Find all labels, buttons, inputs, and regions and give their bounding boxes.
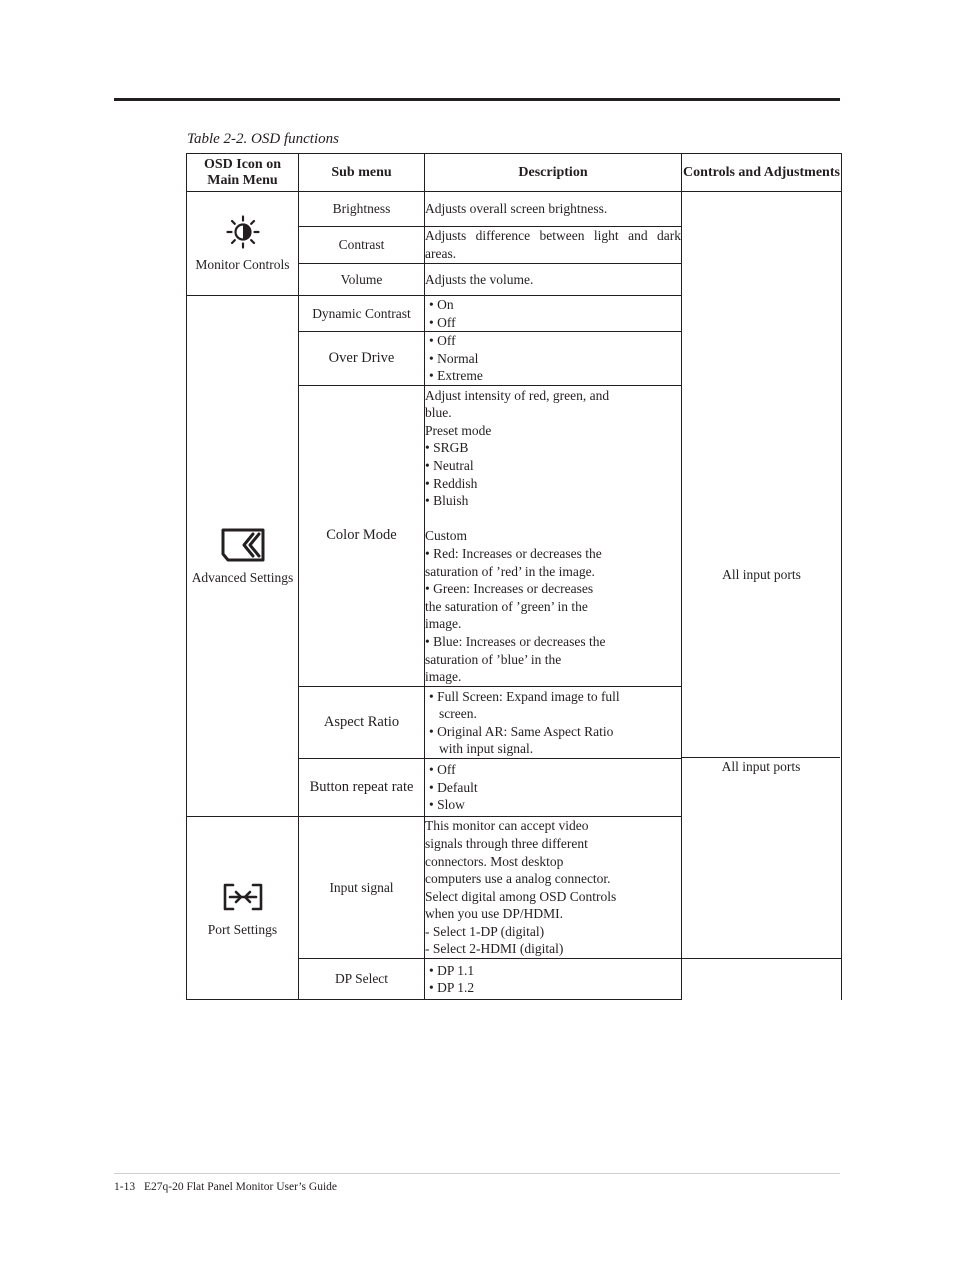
- monitor-controls-cell: [187, 192, 299, 296]
- option-item: • Default: [429, 779, 478, 795]
- desc-line: Adjust intensity of red, green, and: [425, 387, 610, 403]
- option-item: • Off: [429, 762, 456, 778]
- desc-button-repeat-rate: [425, 759, 682, 817]
- option-item: • Full Screen: Expand image to full screen.: [429, 688, 620, 722]
- option-item: • Off: [429, 314, 456, 330]
- sub-brightness: Brightness: [299, 192, 425, 227]
- desc-line: Select digital among OSD Controls: [425, 888, 617, 904]
- desc-line: Custom: [425, 528, 468, 544]
- desc-line: • Red: Increases or decreases the: [425, 545, 602, 561]
- page-number: 1-13: [114, 1181, 136, 1193]
- desc-line: • Bluish: [425, 493, 469, 509]
- desc-line: blue.: [425, 405, 452, 421]
- desc-line: • SRGB: [425, 440, 469, 456]
- option-item: • DP 1.2: [429, 980, 475, 996]
- top-rule: [114, 98, 840, 101]
- controls-divider: [682, 757, 840, 758]
- port-settings-label: Port Settings: [207, 921, 278, 937]
- desc-line: image.: [425, 669, 462, 685]
- header-osd-icon: OSD Icon on Main Menu: [187, 154, 299, 192]
- controls-lower-label: All input ports: [682, 758, 840, 776]
- desc-line: • Reddish: [425, 475, 478, 491]
- sub-over-drive: Over Drive: [299, 332, 425, 386]
- advanced-settings-cell: [187, 296, 299, 817]
- advanced-settings-icon: [219, 527, 267, 563]
- option-item: • Extreme: [429, 368, 483, 384]
- page-footer: [114, 1181, 337, 1193]
- desc-line: This monitor can accept video: [425, 818, 589, 834]
- desc-line: saturation of ’blue’ in the: [425, 651, 562, 667]
- table-header-row: [187, 154, 842, 192]
- sub-dynamic-contrast: Dynamic Contrast: [299, 296, 425, 332]
- sub-contrast: Contrast: [299, 227, 425, 264]
- brightness-sun-icon: [225, 214, 261, 250]
- desc-line: connectors. Most desktop: [425, 853, 564, 869]
- desc-line: the saturation of ’green’ in the: [425, 598, 588, 614]
- desc-over-drive: [425, 332, 682, 386]
- header-controls: Controls and Adjustments: [682, 154, 842, 192]
- desc-line: • Green: Increases or decreases: [425, 581, 594, 597]
- desc-line: • Blue: Increases or decreases the: [425, 633, 606, 649]
- sub-button-repeat-rate: Button repeat rate: [299, 759, 425, 817]
- port-settings-icon: [221, 879, 265, 915]
- table-caption: Table 2-2. OSD functions: [187, 131, 339, 147]
- desc-input-signal: [425, 817, 682, 959]
- monitor-controls-label: Monitor Controls: [195, 257, 290, 272]
- desc-line: signals through three different: [425, 835, 588, 851]
- sub-input-signal: Input signal: [299, 817, 425, 959]
- desc-contrast: Adjusts difference between light and dark areas.: [425, 227, 682, 264]
- desc-line: computers use a analog connector.: [425, 871, 611, 887]
- header-sub-menu: Sub menu: [299, 154, 425, 192]
- desc-dynamic-contrast: [425, 296, 682, 332]
- option-item: • On: [429, 297, 454, 312]
- desc-line: - Select 1-DP (digital): [425, 923, 545, 939]
- option-item: • Normal: [429, 350, 479, 366]
- desc-color-mode: [425, 386, 682, 687]
- desc-dp-select: [425, 959, 682, 1000]
- controls-monitor-advanced: All input ports: [682, 192, 842, 959]
- advanced-settings-label: Advanced Settings: [191, 569, 294, 585]
- footer-rule: [114, 1173, 840, 1174]
- header-description: Description: [425, 154, 682, 192]
- desc-line: • Neutral: [425, 458, 474, 474]
- option-item: • DP 1.1: [429, 962, 475, 978]
- sub-aspect-ratio: Aspect Ratio: [299, 687, 425, 759]
- desc-line: when you use DP/HDMI.: [425, 906, 563, 922]
- guide-title: E27q-20 Flat Panel Monitor User’s Guide: [143, 1181, 337, 1193]
- sub-dp-select: DP Select: [299, 959, 425, 1000]
- osd-functions-table: [186, 153, 842, 1000]
- spacer: [425, 510, 681, 528]
- desc-line: saturation of ’red’ in the image.: [425, 563, 595, 579]
- desc-brightness: Adjusts overall screen brightness.: [425, 192, 682, 227]
- desc-line: Preset mode: [425, 422, 492, 438]
- sub-volume: Volume: [299, 264, 425, 296]
- desc-aspect-ratio: [425, 687, 682, 759]
- desc-line: image.: [425, 616, 462, 632]
- option-item: • Original AR: Same Aspect Ratio with input signal.: [429, 723, 614, 757]
- desc-volume: Adjusts the volume.: [425, 264, 682, 296]
- option-item: • Off: [429, 333, 456, 349]
- option-item: • Slow: [429, 797, 465, 813]
- sub-color-mode: Color Mode: [299, 386, 425, 687]
- desc-line: - Select 2-HDMI (digital): [425, 941, 564, 957]
- port-settings-cell: [187, 817, 299, 1000]
- table-row: [187, 192, 842, 227]
